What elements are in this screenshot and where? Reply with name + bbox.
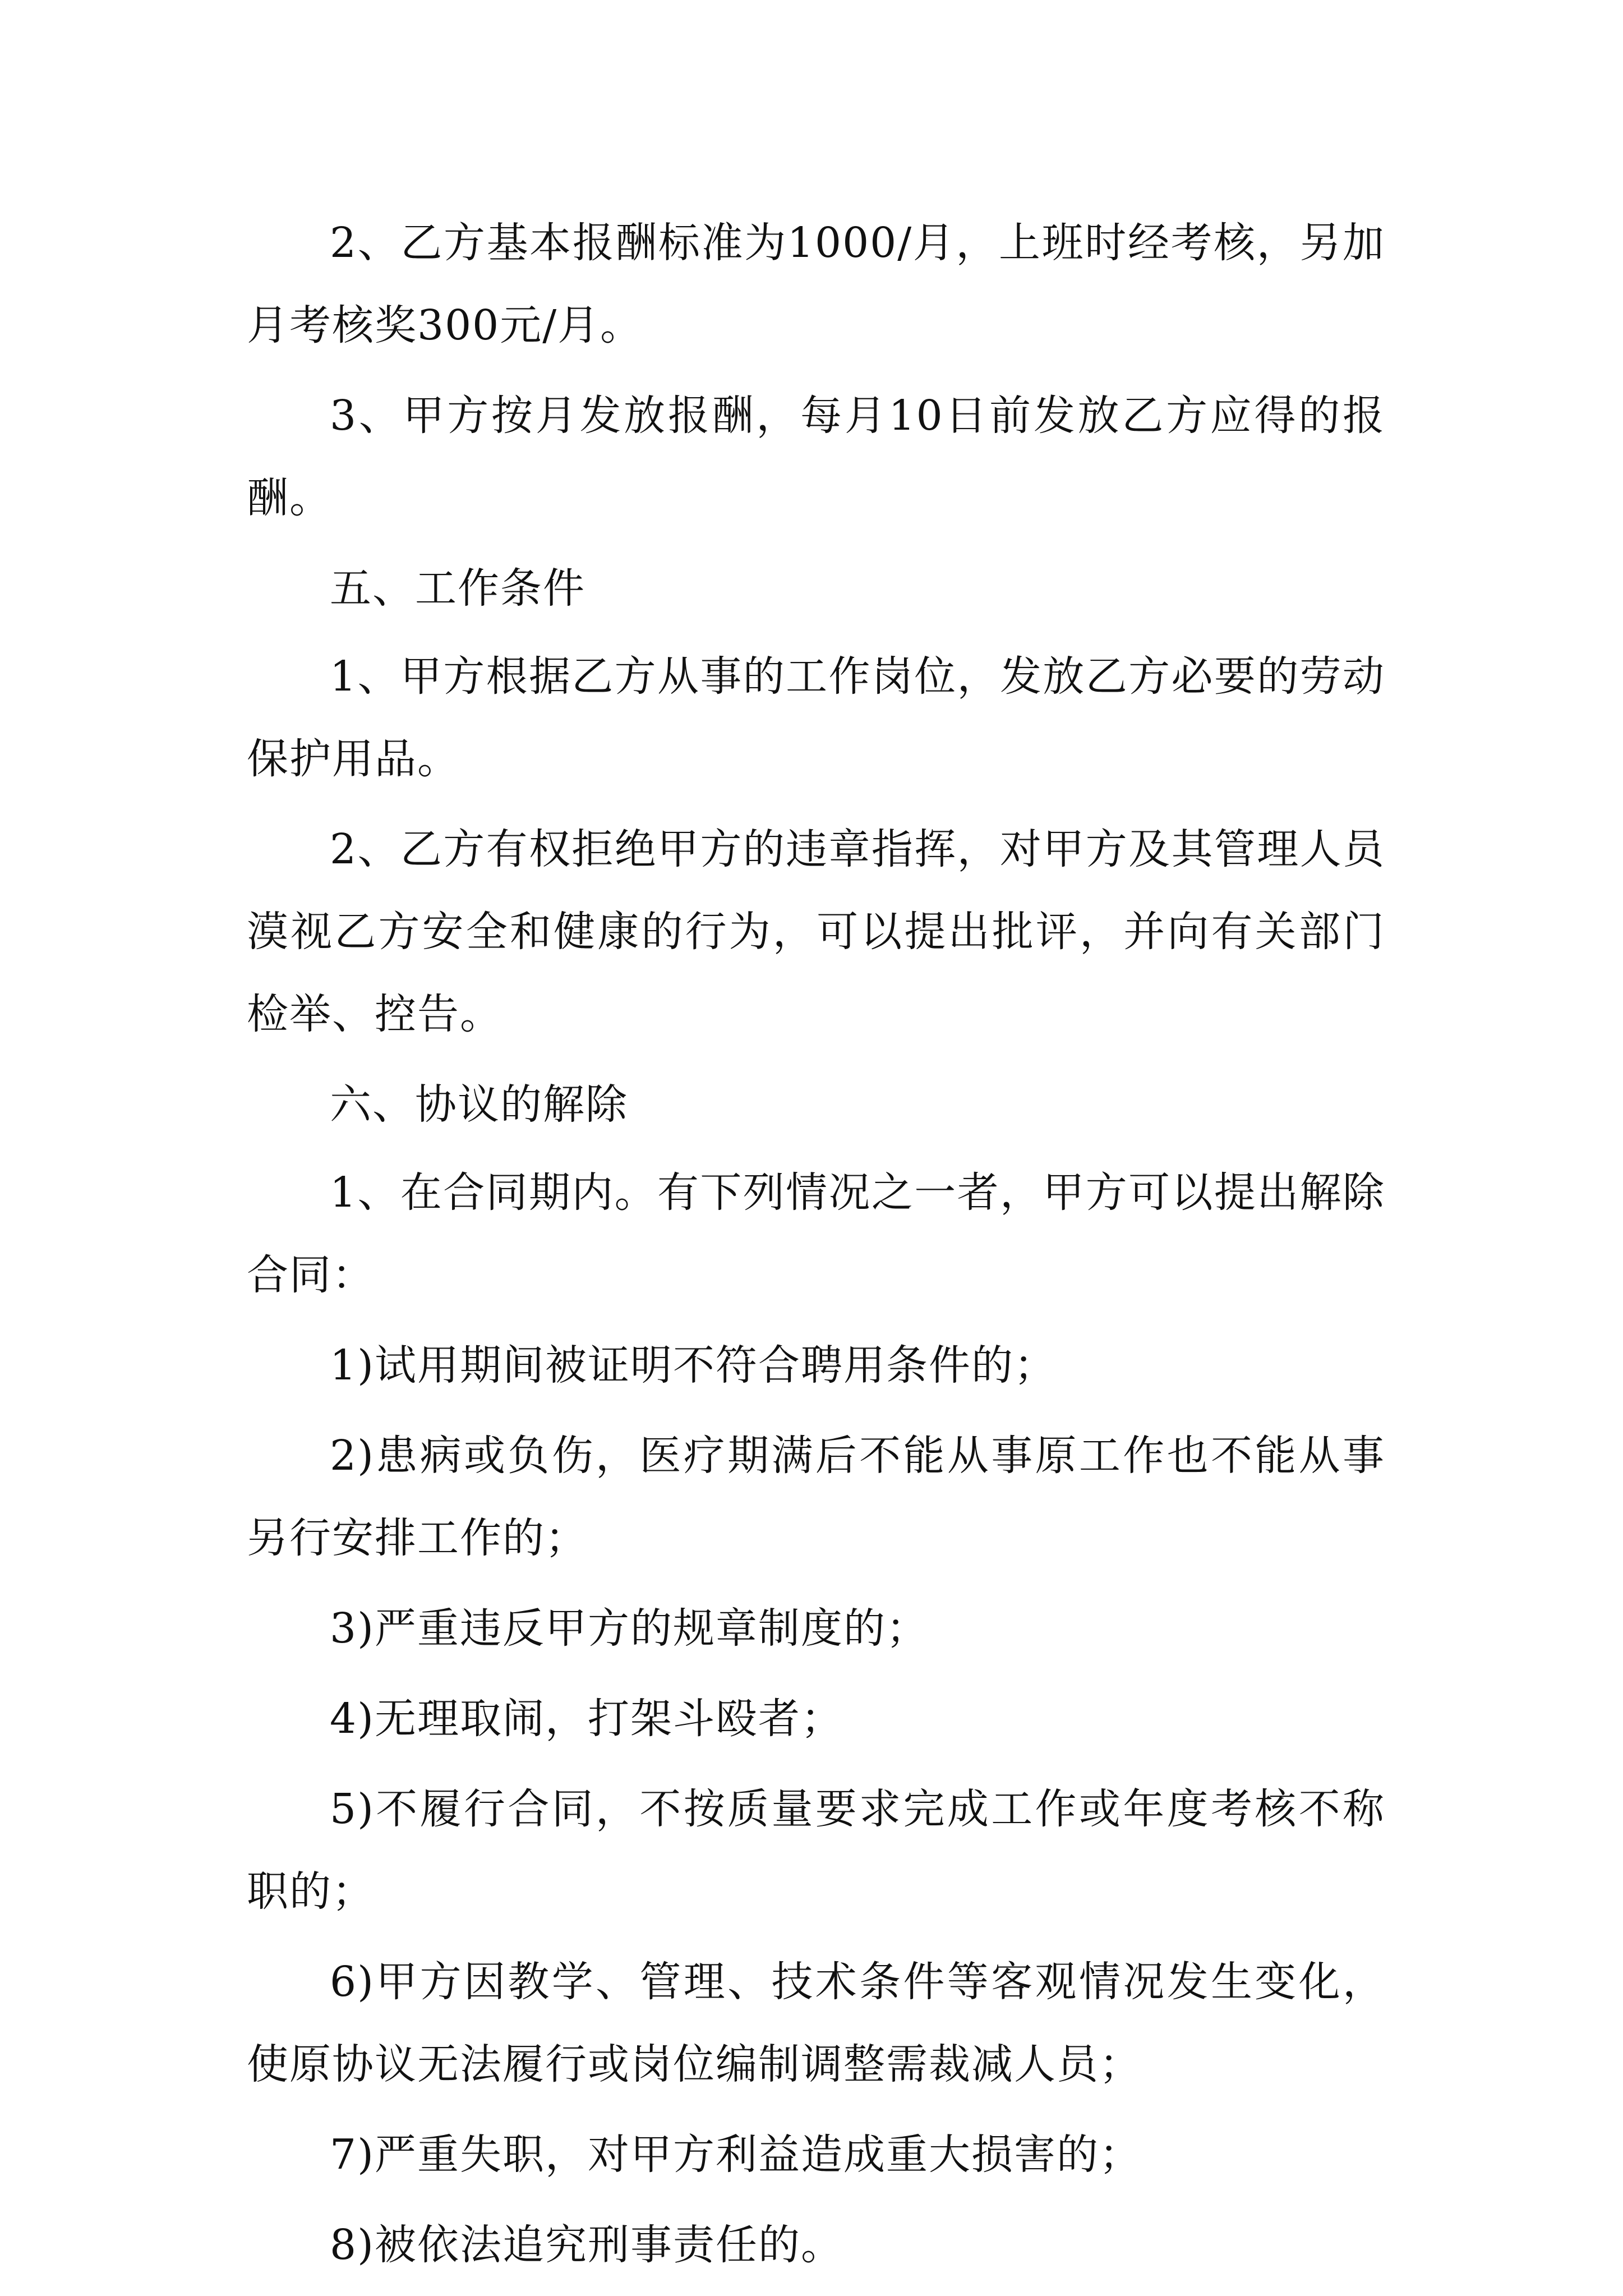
list-item-8: 8)被依法追究刑事责任的。	[330, 2221, 843, 2269]
list-item-3: 3)严重违反甲方的规章制度的；	[330, 1604, 929, 1653]
paragraph-right-to-refuse: 2、乙方有权拒绝甲方的违章指挥，对甲方及其管理人员漠视乙方安全和健康的行为，可以提出批评，并向有关部门检举、控告。	[247, 825, 1385, 1038]
paragraph-protective-equipment: 1、甲方根据乙方从事的工作岗位，发放乙方必要的劳动保护用品。	[247, 652, 1385, 783]
list-item-6: 6)甲方因教学、管理、技术条件等客观情况发生变化，使原协议无法履行或岗位编制调整需裁减人员；	[247, 1958, 1385, 2088]
section-heading-termination: 六、协议的解除	[330, 1080, 628, 1129]
list-item-2: 2)患病或负伤，医疗期满后不能从事原工作也不能从事另行安排工作的；	[247, 1432, 1385, 1562]
list-item-4: 4)无理取闹，打架斗殴者；	[330, 1695, 843, 1743]
paragraph-termination-conditions: 1、在合同期内。有下列情况之一者，甲方可以提出解除合同：	[247, 1168, 1385, 1299]
paragraph-salary-standard: 2、乙方基本报酬标准为1000/月，上班时经考核，另加月考核奖300元/月。	[247, 219, 1385, 349]
list-item-5: 5)不履行合同，不按质量要求完成工作或年度考核不称职的；	[247, 1785, 1385, 1916]
section-heading-work-conditions: 五、工作条件	[330, 564, 585, 613]
document-body	[247, 202, 1385, 2294]
paragraph-payment-schedule: 3、甲方按月发放报酬，每月10日前发放乙方应得的报酬。	[247, 392, 1385, 522]
list-item-1: 1)试用期间被证明不符合聘用条件的；	[330, 1341, 1057, 1389]
list-item-7: 7)严重失职，对甲方利益造成重大损害的；	[330, 2131, 1142, 2179]
